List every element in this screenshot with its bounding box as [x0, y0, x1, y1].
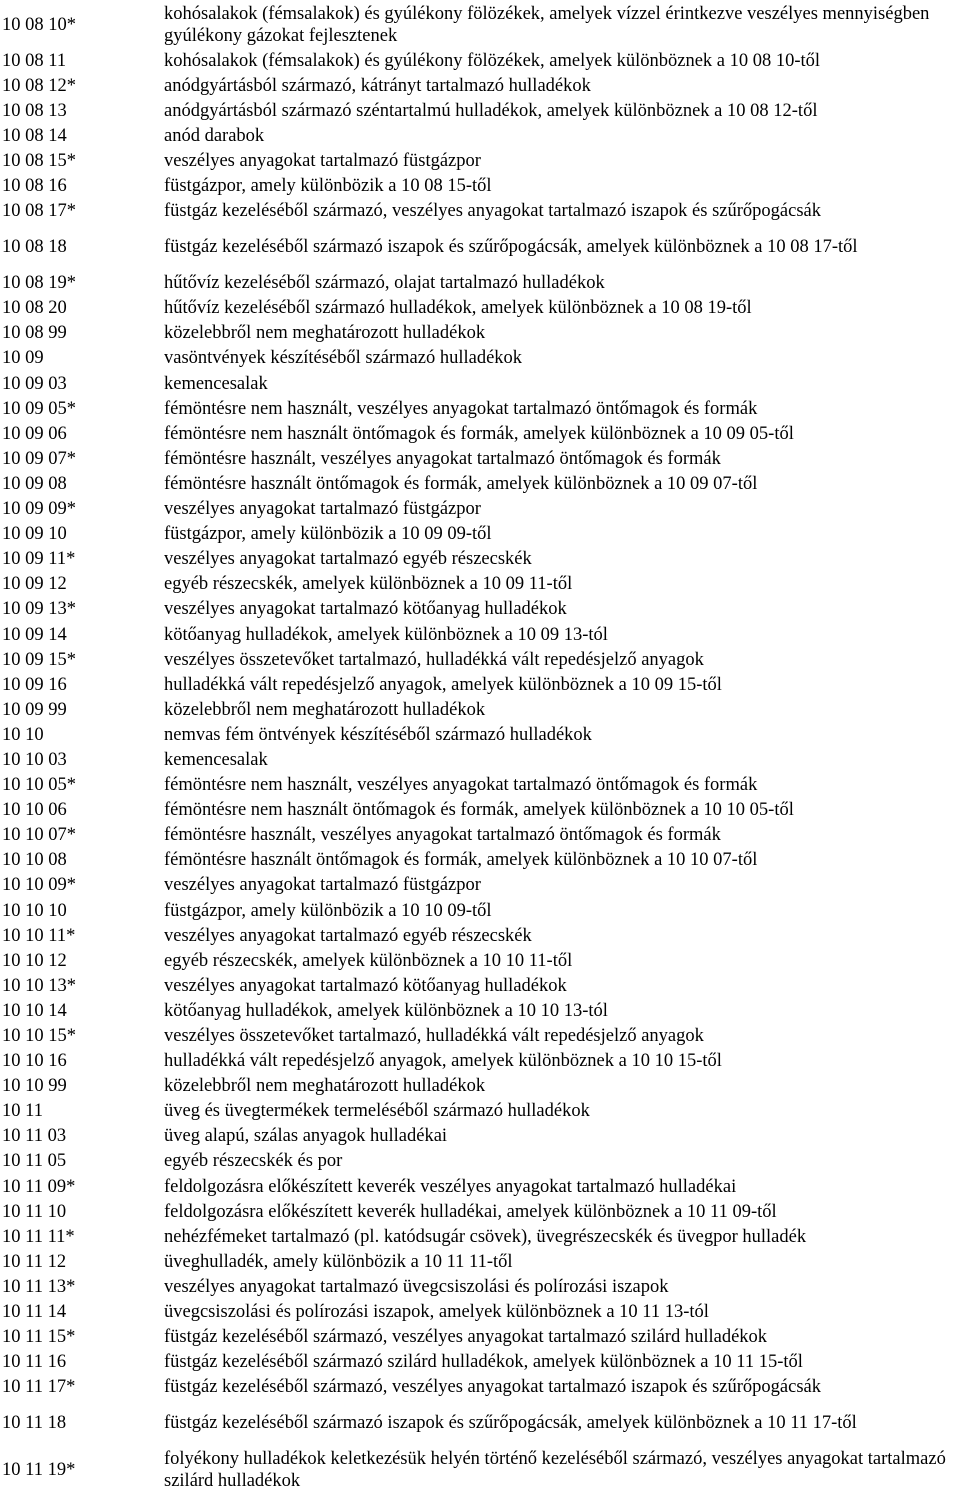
table-row [2, 923, 960, 948]
waste-description: kemencesalak [164, 373, 268, 394]
table-row [2, 346, 960, 371]
waste-code: 10 09 08 [2, 473, 67, 494]
waste-description: füstgáz kezeléséből származó iszapok és szűrőpogácsák, amelyek különböznek a 10 11 17-től [164, 1413, 857, 1434]
waste-description: egyéb részecskék, amelyek különböznek a 10 10 11-től [164, 950, 573, 971]
waste-code: 10 08 18 [2, 237, 67, 258]
table-row [2, 1375, 960, 1400]
table-row [2, 747, 960, 772]
waste-code: 10 11 10 [2, 1201, 67, 1222]
waste-code: 10 09 10 [2, 524, 67, 545]
waste-description: feldolgozásra előkészített keverék hulladékai, amelyek különböznek a 10 11 09-től [164, 1201, 777, 1222]
table-row [2, 672, 960, 697]
table-row [2, 1350, 960, 1375]
waste-code: 10 10 11* [2, 925, 76, 946]
waste-description: füstgáz kezeléséből származó szilárd hulladékok, amelyek különböznek a 10 11 15-től [164, 1352, 803, 1373]
waste-code: 10 09 99 [2, 699, 67, 720]
table-row [2, 123, 960, 148]
table-row [2, 1174, 960, 1199]
waste-description: üveghulladék, amely különbözik a 10 11 11-től [164, 1251, 513, 1272]
table-row [2, 973, 960, 998]
table-row [2, 1023, 960, 1048]
waste-description: üveg és üvegtermékek termeléséből származó hulladékok [164, 1101, 590, 1122]
table-row [2, 1249, 960, 1274]
waste-description: veszélyes anyagokat tartalmazó kötőanyag hulladékok [164, 975, 567, 996]
waste-code: 10 09 09* [2, 499, 76, 520]
waste-description: veszélyes összetevőket tartalmazó, hulladékká vált repedésjelző anyagok [164, 649, 704, 670]
waste-code: 10 11 11* [2, 1226, 75, 1247]
table-row [2, 224, 960, 271]
table-row [2, 1274, 960, 1299]
waste-description: veszélyes anyagokat tartalmazó egyéb részecskék [164, 549, 532, 570]
table-row [2, 1224, 960, 1249]
table-row [2, 1400, 960, 1447]
waste-description: hűtővíz kezeléséből származó hulladékok, amelyek különböznek a 10 08 19-től [164, 298, 752, 319]
waste-description: nehézfémeket tartalmazó (pl. katódsugár csövek), üvegrészecskék és üvegpor hulladék [164, 1226, 807, 1247]
table-row [2, 848, 960, 873]
waste-description: vasöntvények készítéséből származó hulladékok [164, 348, 523, 369]
table-row [2, 522, 960, 547]
table-row [2, 371, 960, 396]
waste-code: 10 09 14 [2, 624, 67, 645]
waste-description: kohósalakok (fémsalakok) és gyúlékony fölözékek, amelyek különböznek a 10 08 10-től [164, 50, 821, 71]
waste-code: 10 11 13* [2, 1276, 76, 1297]
table-row [2, 1074, 960, 1099]
waste-description: füstgázpor, amely különbözik a 10 10 09-től [164, 900, 492, 921]
waste-description: folyékony hulladékok keletkezésük helyén történő kezeléséből származó, veszélyes anyagokat tartalmazó szilárd hulladékok [164, 1449, 946, 1492]
waste-description: közelebbről nem meghatározott hulladékok [164, 323, 486, 344]
table-row [2, 48, 960, 73]
table-row [2, 296, 960, 321]
table-row [2, 998, 960, 1023]
waste-code: 10 08 15* [2, 150, 76, 171]
waste-description: füstgázpor, amely különbözik a 10 08 15-től [164, 176, 492, 197]
waste-description: füstgáz kezeléséből származó, veszélyes anyagokat tartalmazó iszapok és szűrőpogácsák [164, 201, 821, 222]
table-row [2, 948, 960, 973]
waste-code: 10 08 13 [2, 100, 67, 121]
waste-description: anódgyártásból származó, kátrányt tartalmazó hulladékok [164, 75, 591, 96]
waste-description: veszélyes anyagokat tartalmazó kötőanyag hulladékok [164, 599, 567, 620]
waste-code: 10 08 16 [2, 176, 67, 197]
waste-description: füstgáz kezeléséből származó iszapok és szűrőpogácsák, amelyek különböznek a 10 08 17-től [164, 237, 858, 258]
waste-code: 10 11 09* [2, 1176, 76, 1197]
waste-code: 10 10 14 [2, 1000, 67, 1021]
table-row [2, 396, 960, 421]
waste-code: 10 09 03 [2, 373, 67, 394]
waste-code: 10 11 17* [2, 1377, 76, 1398]
waste-description: kötőanyag hulladékok, amelyek különböznek a 10 10 13-tól [164, 1000, 608, 1021]
waste-description: feldolgozásra előkészített keverék veszélyes anyagokat tartalmazó hulladékai [164, 1176, 737, 1197]
waste-code: 10 09 16 [2, 674, 67, 695]
waste-description: füstgáz kezeléséből származó, veszélyes anyagokat tartalmazó szilárd hulladékok [164, 1327, 768, 1348]
waste-code: 10 10 03 [2, 749, 67, 770]
waste-code: 10 10 09* [2, 875, 76, 896]
waste-description: kötőanyag hulladékok, amelyek különböznek a 10 09 13-tól [164, 624, 608, 645]
waste-code: 10 08 99 [2, 323, 67, 344]
table-row [2, 1300, 960, 1325]
waste-description: fémöntésre nem használt öntőmagok és formák, amelyek különböznek a 10 09 05-től [164, 423, 794, 444]
waste-description: hulladékká vált repedésjelző anyagok, amelyek különböznek a 10 10 15-től [164, 1051, 722, 1072]
waste-code: 10 08 10* [2, 14, 76, 35]
table-row [2, 1199, 960, 1224]
table-row [2, 1325, 960, 1350]
table-row [2, 98, 960, 123]
waste-code: 10 10 06 [2, 800, 67, 821]
waste-code: 10 10 99 [2, 1076, 67, 1097]
waste-description: veszélyes anyagokat tartalmazó füstgázpor [164, 150, 481, 171]
waste-code: 10 10 15* [2, 1026, 76, 1047]
waste-description: közelebbről nem meghatározott hulladékok [164, 699, 486, 720]
waste-code: 10 09 15* [2, 649, 76, 670]
waste-code: 10 09 05* [2, 398, 76, 419]
waste-description: üvegcsiszolási és polírozási iszapok, amelyek különböznek a 10 11 13-tól [164, 1302, 709, 1323]
table-row [2, 1049, 960, 1074]
table-row [2, 597, 960, 622]
waste-description: fémöntésre használt öntőmagok és formák, amelyek különböznek a 10 10 07-től [164, 850, 758, 871]
table-row [2, 421, 960, 446]
waste-description: egyéb részecskék és por [164, 1151, 343, 1172]
table-row [2, 547, 960, 572]
table-row [2, 73, 960, 98]
table-row [2, 1447, 960, 1494]
waste-code: 10 09 11* [2, 549, 76, 570]
table-row [2, 321, 960, 346]
waste-description: kohósalakok (fémsalakok) és gyúlékony fölözékek, amelyek vízzel érintkezve veszélyes mennyiségben gyúlékony gázokat fejlesztenek [164, 3, 930, 46]
waste-code-list [2, 1, 960, 1494]
waste-code: 10 11 15* [2, 1327, 76, 1348]
waste-description: kemencesalak [164, 749, 268, 770]
waste-code: 10 10 13* [2, 975, 76, 996]
waste-description: fémöntésre használt öntőmagok és formák, amelyek különböznek a 10 09 07-től [164, 473, 758, 494]
table-row [2, 647, 960, 672]
waste-code: 10 10 [2, 724, 44, 745]
waste-description: fémöntésre nem használt, veszélyes anyagokat tartalmazó öntőmagok és formák [164, 398, 758, 419]
table-row [2, 898, 960, 923]
waste-description: veszélyes anyagokat tartalmazó füstgázpor [164, 875, 481, 896]
table-row [2, 1, 960, 48]
table-row [2, 1149, 960, 1174]
waste-code: 10 11 19* [2, 1460, 76, 1481]
waste-code: 10 11 05 [2, 1151, 67, 1172]
waste-code: 10 10 12 [2, 950, 67, 971]
waste-code: 10 09 [2, 348, 44, 369]
waste-code: 10 11 [2, 1101, 43, 1122]
table-row [2, 697, 960, 722]
table-row [2, 1099, 960, 1124]
waste-description: fémöntésre nem használt öntőmagok és formák, amelyek különböznek a 10 10 05-től [164, 800, 794, 821]
table-row [2, 873, 960, 898]
waste-code: 10 10 10 [2, 900, 67, 921]
waste-description: nemvas fém öntvények készítéséből származó hulladékok [164, 724, 592, 745]
waste-description: veszélyes anyagokat tartalmazó üvegcsiszolási és polírozási iszapok [164, 1276, 669, 1297]
table-row [2, 1124, 960, 1149]
waste-code: 10 08 14 [2, 125, 67, 146]
waste-description: hulladékká vált repedésjelző anyagok, amelyek különböznek a 10 09 15-től [164, 674, 722, 695]
waste-code: 10 08 11 [2, 50, 67, 71]
waste-description: fémöntésre használt, veszélyes anyagokat tartalmazó öntőmagok és formák [164, 825, 721, 846]
waste-description: hűtővíz kezeléséből származó, olajat tartalmazó hulladékok [164, 273, 605, 294]
waste-code: 10 10 16 [2, 1051, 67, 1072]
waste-code: 10 08 20 [2, 298, 67, 319]
waste-description: egyéb részecskék, amelyek különböznek a 10 09 11-től [164, 574, 573, 595]
waste-code: 10 11 16 [2, 1352, 67, 1373]
table-row [2, 823, 960, 848]
table-row [2, 199, 960, 224]
waste-code: 10 11 18 [2, 1413, 67, 1434]
waste-description: veszélyes összetevőket tartalmazó, hulladékká vált repedésjelző anyagok [164, 1026, 704, 1047]
waste-code: 10 09 13* [2, 599, 76, 620]
table-row [2, 773, 960, 798]
waste-description: fémöntésre nem használt, veszélyes anyagokat tartalmazó öntőmagok és formák [164, 775, 758, 796]
waste-description: füstgázpor, amely különbözik a 10 09 09-től [164, 524, 492, 545]
waste-code: 10 09 06 [2, 423, 67, 444]
waste-description: üveg alapú, szálas anyagok hulladékai [164, 1126, 448, 1147]
table-row [2, 471, 960, 496]
waste-code: 10 09 07* [2, 448, 76, 469]
table-row [2, 148, 960, 173]
waste-code: 10 11 12 [2, 1251, 67, 1272]
waste-description: anód darabok [164, 125, 265, 146]
table-row [2, 622, 960, 647]
table-row [2, 497, 960, 522]
table-row [2, 271, 960, 296]
waste-description: veszélyes anyagokat tartalmazó füstgázpor [164, 499, 481, 520]
waste-code: 10 08 19* [2, 273, 76, 294]
waste-description: veszélyes anyagokat tartalmazó egyéb részecskék [164, 925, 532, 946]
waste-code: 10 10 05* [2, 775, 76, 796]
waste-description: közelebbről nem meghatározott hulladékok [164, 1076, 486, 1097]
waste-code: 10 11 03 [2, 1126, 67, 1147]
table-row [2, 798, 960, 823]
waste-description: fémöntésre használt, veszélyes anyagokat tartalmazó öntőmagok és formák [164, 448, 721, 469]
table-row [2, 572, 960, 597]
waste-code: 10 08 17* [2, 201, 76, 222]
waste-code: 10 10 07* [2, 825, 76, 846]
waste-code: 10 10 08 [2, 850, 67, 871]
table-row [2, 173, 960, 198]
waste-code: 10 11 14 [2, 1302, 67, 1323]
waste-code: 10 08 12* [2, 75, 76, 96]
table-row [2, 446, 960, 471]
waste-description: anódgyártásból származó széntartalmú hulladékok, amelyek különböznek a 10 08 12-től [164, 100, 818, 121]
waste-description: füstgáz kezeléséből származó, veszélyes anyagokat tartalmazó iszapok és szűrőpogácsák [164, 1377, 821, 1398]
table-row [2, 722, 960, 747]
waste-code: 10 09 12 [2, 574, 67, 595]
